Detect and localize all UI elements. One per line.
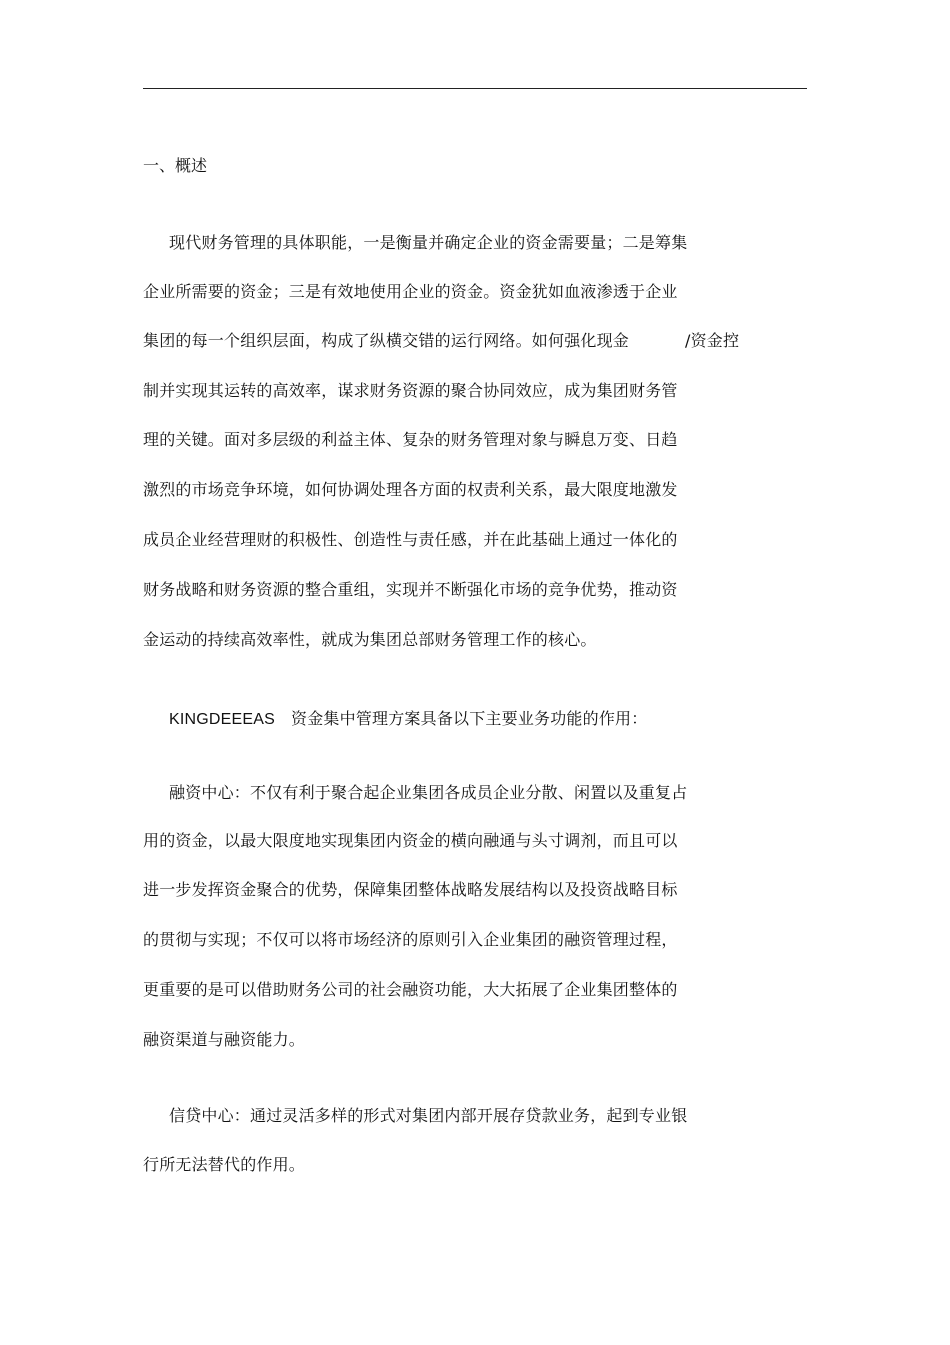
para1-line-3-tail: /资金控: [685, 331, 740, 350]
para1-line-6: 激烈的市场竞争环境，如何协调处理各方面的权责利关系，最大限度地激发: [143, 480, 678, 499]
para3-line-3: 进一步发挥资金聚合的优势，保障集团整体战略发展结构以及投资战略目标: [143, 880, 678, 899]
para2-text: 资金集中管理方案具备以下主要业务功能的作用：: [291, 709, 648, 728]
para1-line-5: 理的关键。面对多层级的利益主体、复杂的财务管理对象与瞬息万变、日趋: [143, 430, 678, 449]
para3-line-6: 融资渠道与融资能力。: [143, 1030, 306, 1049]
para1-line-2: 企业所需要的资金；三是有效地使用企业的资金。资金犹如血液渗透于企业: [143, 282, 678, 301]
para3-line-5: 更重要的是可以借助财务公司的社会融资功能，大大拓展了企业集团整体的: [143, 980, 678, 999]
para1-line-1: 现代财务管理的具体职能，一是衡量并确定企业的资金需要量；二是筹集: [169, 233, 688, 252]
para3-line-2: 用的资金，以最大限度地实现集团内资金的横向融通与头寸调剂，而且可以: [143, 831, 678, 850]
para1-line-3: [143, 331, 739, 351]
para4-line-2: 行所无法替代的作用。: [143, 1155, 306, 1174]
para1-line-7: 成员企业经营理财的积极性、创造性与责任感，并在此基础上通过一体化的: [143, 530, 678, 549]
para4-line-1: 信贷中心：通过灵活多样的形式对集团内部开展存贷款业务，起到专业银: [169, 1106, 688, 1125]
para3-line-4: 的贯彻与实现；不仅可以将市场经济的原则引入企业集团的融资管理过程，: [143, 930, 678, 949]
para1-line-8: 财务战略和财务资源的整合重组，实现并不断强化市场的竞争优势，推动资: [143, 580, 678, 599]
para1-line-9: 金运动的持续高效率性，就成为集团总部财务管理工作的核心。: [143, 630, 597, 649]
section-title: 一、概述: [143, 156, 208, 175]
para1-line-4: 制并实现其运转的高效率，谋求财务资源的聚合协同效应，成为集团财务管: [143, 381, 678, 400]
para1-line-3-text: 集团的每一个组织层面，构成了纵横交错的运行网络。如何强化现金: [143, 331, 630, 350]
para3-line-1: 融资中心：不仅有利于聚合起企业集团各成员企业分散、闲置以及重复占: [169, 783, 688, 802]
brand-name: KINGDEEEAS: [169, 711, 276, 728]
para2-line: [169, 709, 647, 730]
header-rule: [143, 88, 807, 89]
